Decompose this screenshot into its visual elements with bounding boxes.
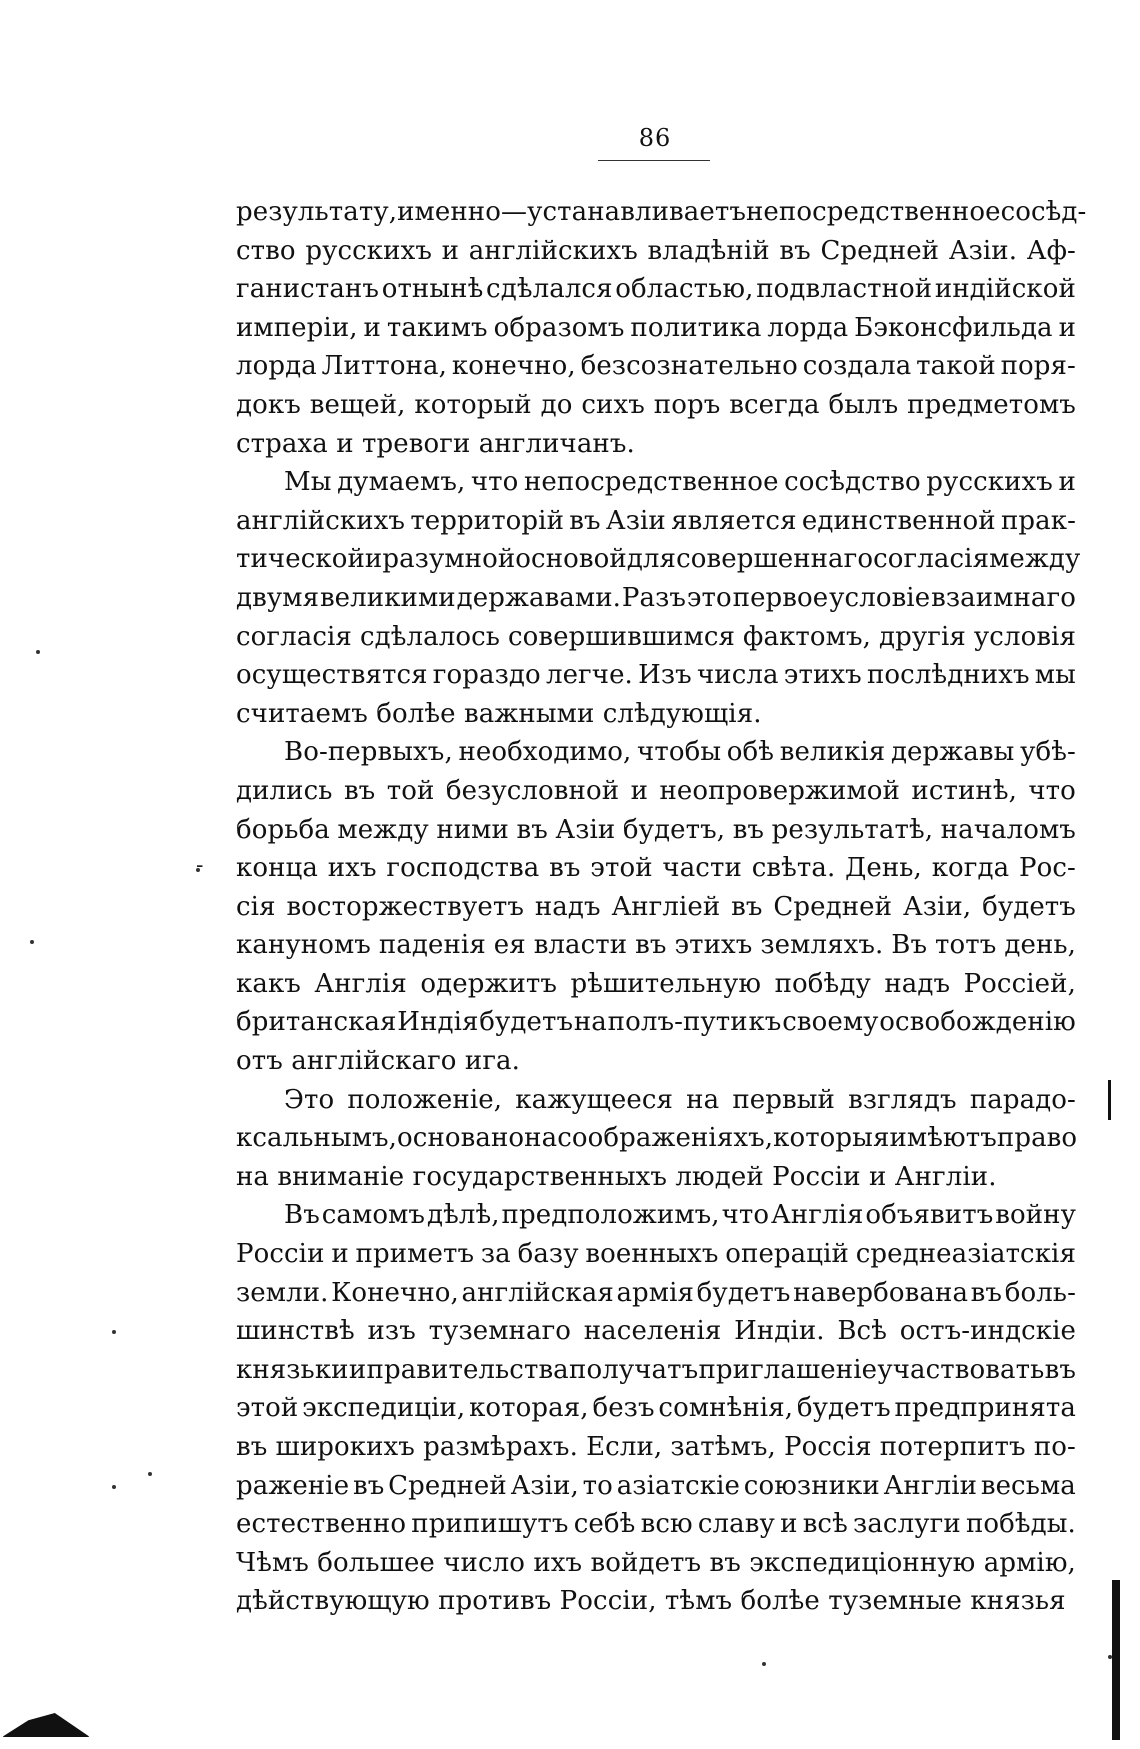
- text-line: борьба между ними въ Азіи будетъ, въ результатѣ, началомъ: [236, 814, 1076, 845]
- text-line: двумя великими державами. Разъ это первое условіе взаимнаго: [236, 582, 1076, 613]
- scan-corner-blot: [2, 1713, 90, 1737]
- text-line: какъ Англія одержитъ рѣшительную побѣду надъ Россіей,: [236, 968, 1076, 999]
- text-line: сія восторжествуетъ надъ Англіей въ Средней Азіи, будетъ: [236, 891, 1076, 922]
- text-line: ганистанъ отнынѣ сдѣлался областью, подвластной индійской: [236, 274, 1076, 305]
- text-line: англійскихъ территорій въ Азіи является единственной прак-: [236, 505, 1076, 536]
- text-line: Во-первыхъ, необходимо, чтобы обѣ великія державы убѣ-: [284, 737, 1076, 768]
- text-line: раженіе въ Средней Азіи, то азіатскіе союзники Англіи весьма: [236, 1470, 1076, 1501]
- page-number: 86: [638, 124, 672, 152]
- text-line: Чѣмъ большее число ихъ войдетъ въ экспедиціонную армію,: [236, 1547, 1076, 1578]
- text-line: ство русскихъ и англійскихъ владѣній въ Средней Азіи. Аф-: [236, 235, 1076, 266]
- text-line: шинствѣ изъ туземнаго населенія Индіи. Всѣ остъ-индскіе: [236, 1316, 1076, 1347]
- text-line: ксальнымъ, основано на соображеніяхъ, которыя имѣютъ право: [236, 1123, 1078, 1154]
- text-line: осуществятся гораздо легче. Изъ числа этихъ послѣднихъ мы: [236, 660, 1076, 691]
- text-line: британская Индія будетъ на полъ-пути къ своему освобожденію: [236, 1007, 1076, 1038]
- scan-speck: [148, 1472, 152, 1476]
- text-line: имперіи, и такимъ образомъ политика лорда Бэконсфильда и: [236, 312, 1076, 343]
- text-line: докъ вещей, который до сихъ поръ всегда былъ предметомъ: [236, 389, 1076, 420]
- text-line: Въ самомъ дѣлѣ, предположимъ, что Англія объявитъ войну: [284, 1200, 1076, 1231]
- text-line: Это положеніе, кажущееся на первый взглядъ парадо-: [284, 1084, 1076, 1115]
- text-line: Мы думаемъ, что непосредственное сосѣдство русскихъ и: [284, 467, 1076, 498]
- text-line: на вниманіе государственныхъ людей Россіи и Англіи.: [236, 1161, 997, 1192]
- scan-speck: [762, 1662, 766, 1666]
- scan-speck: [36, 650, 40, 654]
- text-line: кануномъ паденія ея власти въ этихъ земляхъ. Въ тотъ день,: [236, 930, 1076, 961]
- text-line: согласія сдѣлалось совершившимся фактомъ, другія условія: [236, 621, 1076, 652]
- text-line: конца ихъ господства въ этой части свѣта. День, когда Рос-: [236, 853, 1076, 884]
- text-line: дились въ той безусловной и неопровержимой истинѣ, что: [236, 775, 1076, 806]
- margin-tick-mark: -: [196, 853, 204, 878]
- scan-speck: [112, 1330, 116, 1334]
- text-line: земли. Конечно, англійская армія будетъ навербована въ боль-: [236, 1277, 1076, 1308]
- text-line: отъ англійскаго ига.: [236, 1046, 521, 1077]
- paragraph: [236, 1196, 1076, 1621]
- paragraph: [236, 193, 1087, 463]
- body-text: [236, 193, 1087, 1621]
- text-line: страха и тревоги англичанъ.: [236, 428, 635, 459]
- text-line: въ широкихъ размѣрахъ. Если, затѣмъ, Россія потерпитъ по-: [236, 1432, 1076, 1462]
- text-line: результату, именно—устанавливаетъ непосредственное сосѣд-: [236, 197, 1087, 227]
- text-line: дѣйствующую противъ Россіи, тѣмъ болѣе туземные князья: [236, 1586, 1066, 1617]
- text-line: считаемъ болѣе важными слѣдующія.: [236, 698, 762, 729]
- scan-speck: [112, 1485, 116, 1489]
- scan-edge-shadow: [1112, 1580, 1120, 1740]
- paragraph: [236, 1081, 1076, 1197]
- paragraph: [236, 733, 1076, 1080]
- scan-speck: [30, 940, 34, 944]
- text-line: князьки и правительства получатъ приглашеніе участвовать въ: [236, 1354, 1076, 1385]
- text-line: естественно припишутъ себѣ всю славу и всѣ заслуги побѣды.: [236, 1509, 1076, 1540]
- text-line: Россіи и приметъ за базу военныхъ операцій среднеазіатскія: [236, 1239, 1076, 1270]
- text-line: этой экспедиціи, которая, безъ сомнѣнія, будетъ предпринята: [236, 1393, 1076, 1424]
- page-number-underline: [598, 160, 710, 161]
- paragraph: [236, 463, 1081, 733]
- text-line: тической и разумной основой для совершеннаго согласія между: [236, 544, 1081, 575]
- text-line: лорда Литтона, конечно, безсознательно создала такой поря-: [236, 351, 1076, 382]
- scan-edge-shadow: [1108, 1080, 1111, 1120]
